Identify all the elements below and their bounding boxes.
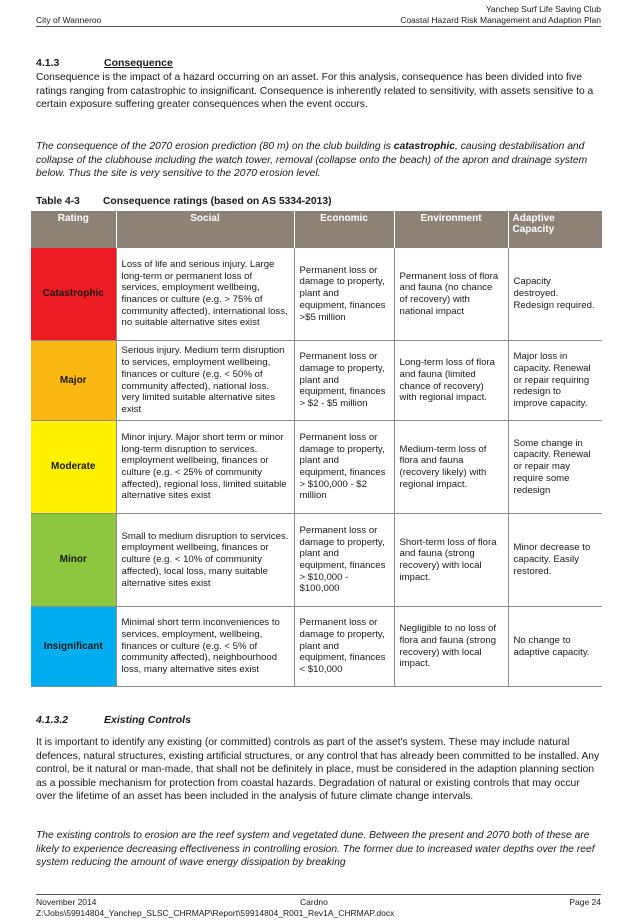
header-organisation: City of Wanneroo	[36, 15, 102, 25]
existing-controls-erosion-paragraph: The existing controls to erosion are the reef system and vegetated dune. Between the present and 2070 both of these are likely to experience decreasing effectiveness in controlling erosion. The former due to increased water depths over the reef system reducing the amount of wave energy dissipation by breaking	[36, 830, 595, 869]
table-title: Consequence ratings (based on AS 5334-2013)	[103, 196, 332, 207]
header-document-title	[400, 4, 601, 26]
economic-cell: Permanent loss or damage to property, plant and equipment, finances > $100,000 - $2 million	[294, 421, 394, 514]
header-plan-title: Coastal Hazard Risk Management and Adaption Plan	[400, 15, 601, 25]
column-header-adaptive-capacity: Adaptive Capacity	[508, 211, 602, 248]
consequence-paragraph: Consequence is the impact of a hazard occurring on an asset. For this analysis, consequence has been divided into five ratings ranging from catastrophic to insignificant. Consequence is inherently related to sensitivity, with assets sensitive to a certain exposure suffering greater consequences when the event occurs.	[36, 72, 594, 111]
table-row	[31, 421, 602, 514]
paragraph-text-start: The consequence of the 2070 erosion prediction (80 m) on the club building is	[36, 141, 394, 152]
column-header-rating: Rating	[31, 211, 116, 248]
section-title: Consequence	[104, 57, 173, 69]
economic-cell: Permanent loss or damage to property, plant and equipment, finances > $10,000 - $100,000	[294, 514, 394, 607]
consequence-2070-paragraph	[36, 140, 602, 181]
social-cell: Small to medium disruption to services. employment wellbeing, finances or culture (e.g. < 10% of community affected), local loss, many suitable alternative sites exist	[116, 514, 294, 607]
subsection-heading	[36, 714, 191, 726]
column-header-economic: Economic	[294, 211, 394, 248]
footer-rule	[36, 894, 601, 895]
subsection-number: 4.1.3.2	[36, 714, 69, 726]
table-row	[31, 248, 602, 341]
economic-cell: Permanent loss or damage to property, plant and equipment, finances >$5 million	[294, 248, 394, 341]
social-cell: Minor injury. Major short term or minor long-term disruption to services. employment wellbeing, finances or culture (e.g. < 25% of community affected), regional loss, limited suitable alternative sites exist	[116, 421, 294, 514]
adaptive-capacity-cell: Capacity destroyed. Redesign required.	[508, 248, 602, 341]
column-header-environment: Environment	[394, 211, 508, 248]
economic-cell: Permanent loss or damage to property, plant and equipment, finances < $10,000	[294, 607, 394, 687]
adaptive-capacity-cell: Minor decrease to capacity. Easily restored.	[508, 514, 602, 607]
adaptive-capacity-cell: Major loss in capacity. Renewal or repair requiring redesign to improve capacity.	[508, 341, 602, 421]
adaptive-capacity-cell: Some change in capacity. Renewal or repair may require some redesign	[508, 421, 602, 514]
header-rule	[36, 26, 601, 27]
section-heading	[36, 57, 173, 69]
environment-cell: Short-term loss of flora and fauna (strong recovery) with local impact.	[394, 514, 508, 607]
environment-cell: Medium-term loss of flora and fauna (recovery likely) with regional impact.	[394, 421, 508, 514]
footer-page-number: Page 24	[569, 897, 601, 907]
rating-cell-major: Major	[31, 341, 116, 421]
environment-cell: Long-term loss of flora and fauna (limited chance of recovery) with regional impact.	[394, 341, 508, 421]
paragraph-text-end: , causing destabilisation and collapse of the clubhouse including the watch tower, removal (collapse onto the beach) of the apron and drainage system below. Thus the site is very sensitive to the 2070 erosion level.	[36, 141, 588, 180]
consequence-ratings-table	[31, 211, 602, 687]
footer-left	[36, 897, 394, 919]
rating-cell-insignificant: Insignificant	[31, 607, 116, 687]
footer-company: Cardno	[300, 897, 328, 907]
section-number: 4.1.3	[36, 57, 60, 69]
rating-cell-moderate: Moderate	[31, 421, 116, 514]
catastrophic-emphasis: catastrophic	[393, 141, 455, 152]
social-cell: Minimal short term inconveniences to services, employment, wellbeing, finances or culture (e.g. < 5% of community affected), neighbourhood loss, many alternative sites exist	[116, 607, 294, 687]
environment-cell: Permanent loss of flora and fauna (no chance of recovery) with national impact	[394, 248, 508, 341]
footer-date: November 2014	[36, 897, 97, 907]
table-header-row	[31, 211, 602, 248]
adaptive-capacity-cell: No change to adaptive capacity.	[508, 607, 602, 687]
table-row	[31, 607, 602, 687]
table-label: Table 4-3	[36, 196, 80, 207]
header-project: Yanchep Surf Life Saving Club	[485, 4, 601, 14]
table-caption	[36, 196, 332, 207]
economic-cell: Permanent loss or damage to property, plant and equipment, finances > $2 - $5 million	[294, 341, 394, 421]
existing-controls-paragraph: It is important to identify any existing (or committed) controls as part of the asset's system. These may include natural defences, natural structures, existing artificial structures, or any control that has already been committed to be installed. Any control, be it natural or man-made, that shall not be definitely in place, must be considered in the adaption planning section as a possible mechanism for protection from coastal hazards. Degradation of natural or existing controls that may occur over the lifetime of an asset has been included in the analysis of future climate change intervals.	[36, 737, 600, 803]
footer-file-path: Z:\Jobs\59914804_Yanchep_SLSC_CHRMAP\Report\59914804_R001_Rev1A_CHRMAP.docx	[36, 908, 395, 918]
table-row	[31, 341, 602, 421]
rating-cell-minor: Minor	[31, 514, 116, 607]
environment-cell: Negligible to no loss of flora and fauna (strong recovery) with local impact.	[394, 607, 508, 687]
column-header-social: Social	[116, 211, 294, 248]
social-cell: Serious injury. Medium term disruption to services, employment wellbeing, finances or culture (e.g. < 50% of community affected), national loss. very limited suitable alternative sites exist	[116, 341, 294, 421]
subsection-title: Existing Controls	[104, 714, 191, 726]
table-row	[31, 514, 602, 607]
rating-cell-catastrophic: Catastrophic	[31, 248, 116, 341]
social-cell: Loss of life and serious injury. Large long-term or permanent loss of services, employment wellbeing, finances or culture (e.g. > 75% of community affected), international loss, no suitable alternative sites exist	[116, 248, 294, 341]
